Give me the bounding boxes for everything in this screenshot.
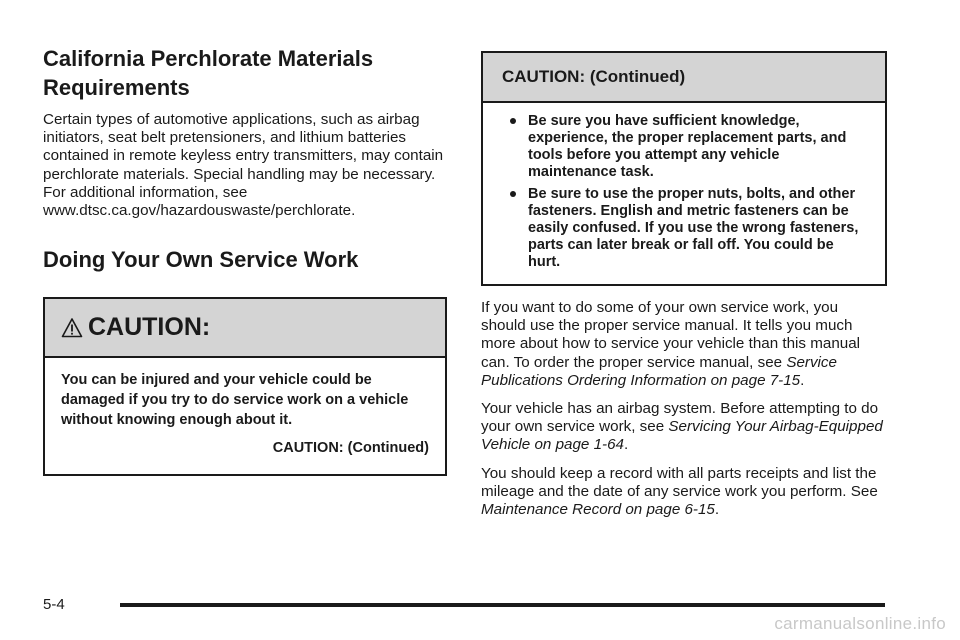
caution-continued-header (483, 53, 885, 103)
perchlorate-paragraph: Certain types of automotive applications, such as airbag initiators, seat belt pretensioners, and lithium batteries contained in remote keyless entry transmitters, may contain perchlorate materials. Special handling may be necessary. For additional information, see www.dtsc.ca.gov/hazardouswaste/perchlorate. (43, 111, 444, 220)
caution-header (45, 299, 445, 358)
caution-body (45, 358, 445, 474)
paragraph-end: . (714, 501, 720, 519)
cross-reference-link[interactable]: Service Publications Ordering Information on page 7-15 (481, 353, 837, 389)
caution-text: You can be injured and your vehicle could be damaged if you try to do service work on a vehicle without knowing enough about it. (61, 372, 409, 429)
watermark: carmanualsonline.info (774, 614, 946, 633)
caution-title: CAUTION: (88, 313, 211, 342)
page-number: 5-4 (43, 596, 65, 613)
paragraph-text: If you want to do some of your own service work, you should use the proper service manual. It tells you much more about how to service your vehicle than this manual can. To order the proper service manual, see (481, 299, 861, 371)
caution-continued-title: CAUTION: (Continued) (502, 67, 686, 86)
cross-reference-link[interactable]: Maintenance Record on page 6-15 (481, 501, 715, 519)
paragraph-airbag (481, 400, 887, 455)
heading-perchlorate: California Perchlorate Materials Requirements (43, 46, 374, 100)
paragraph-records (481, 465, 887, 520)
left-column (43, 44, 447, 476)
paragraph-text: Your vehicle has an airbag system. Before attempting to do your own service work, see (481, 400, 879, 436)
cross-reference-link[interactable]: Servicing Your Airbag-Equipped Vehicle on page 1-64 (481, 418, 883, 454)
caution-continued-box (481, 51, 887, 286)
paragraph-end: . (800, 371, 805, 389)
caution-bullet: Be sure you have sufficient knowledge, experience, the proper replacement parts, and tools before you attempt any vehicle maintenance task. (510, 113, 869, 181)
caution-box (43, 297, 447, 476)
footer-rule (120, 603, 885, 607)
right-column (481, 51, 887, 519)
paragraph-service-manual (481, 299, 887, 390)
caution-bullet: Be sure to use the proper nuts, bolts, and other fasteners. English and metric fasteners can be easily confused. If you use the wrong fasteners, parts can later break or fall off. You could be hurt. (510, 186, 869, 271)
heading-service-work: Doing Your Own Service Work (43, 247, 359, 273)
caution-bullet-list (483, 103, 885, 284)
caution-continued-label: CAUTION: (Continued) (272, 440, 429, 457)
warning-triangle-icon (61, 317, 83, 339)
paragraph-text: You should keep a record with all parts receipts and list the mileage and the date of any service work you perform. See (481, 464, 878, 500)
paragraph-end: . (623, 436, 629, 454)
